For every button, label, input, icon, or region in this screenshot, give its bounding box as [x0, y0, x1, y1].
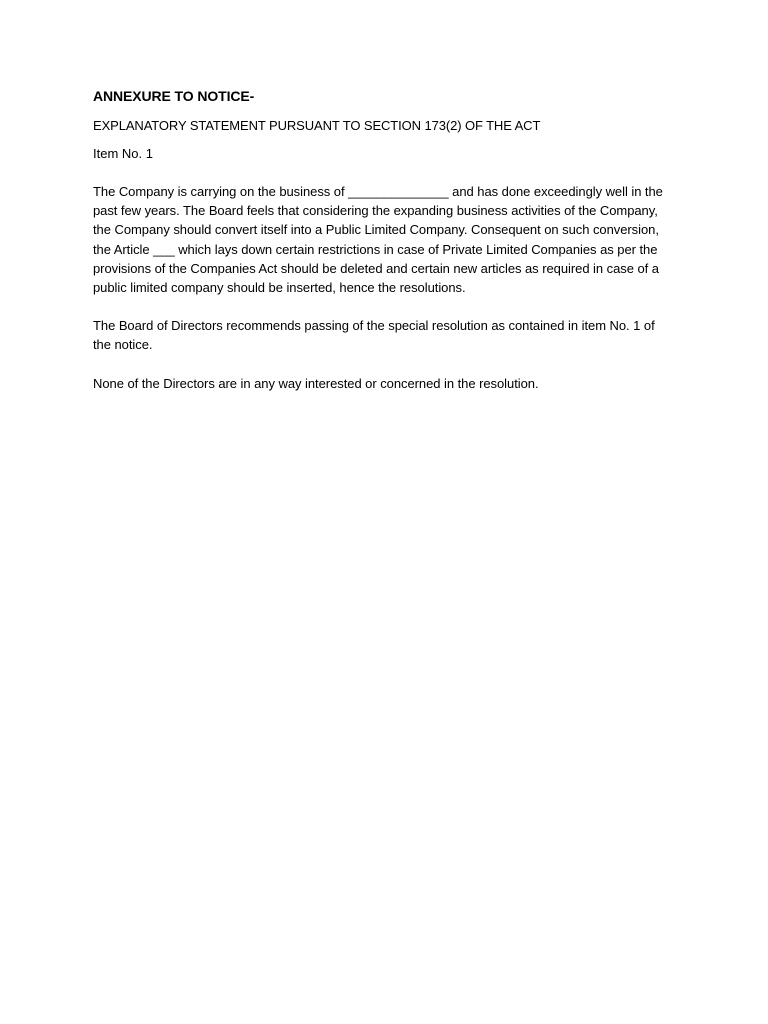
document-subtitle: EXPLANATORY STATEMENT PURSUANT TO SECTION 173(2) OF THE ACT: [93, 118, 541, 133]
paragraph-business-conversion: The Company is carrying on the business of ______________ and has done exceedingly well in the past few years. The Board feels that considering the expanding business activities of the Company, the Company should convert itself into a Public Limited Company. Consequent on such conversion, the Article ___ which lays down certain restrictions in case of Private Limited Companies as per the provisions of the Companies Act should be deleted and certain new articles as required in case of a public limited company should be inserted, hence the resolutions.: [93, 184, 663, 296]
paragraph-board-recommendation: The Board of Directors recommends passing of the special resolution as contained in item No. 1 of the notice.: [93, 318, 655, 353]
item-number-label: Item No. 1: [93, 146, 153, 161]
paragraph-directors-interest: None of the Directors are in any way interested or concerned in the resolution.: [93, 375, 539, 391]
document-body: [93, 87, 675, 412]
document-title: ANNEXURE TO NOTICE-: [93, 88, 255, 104]
